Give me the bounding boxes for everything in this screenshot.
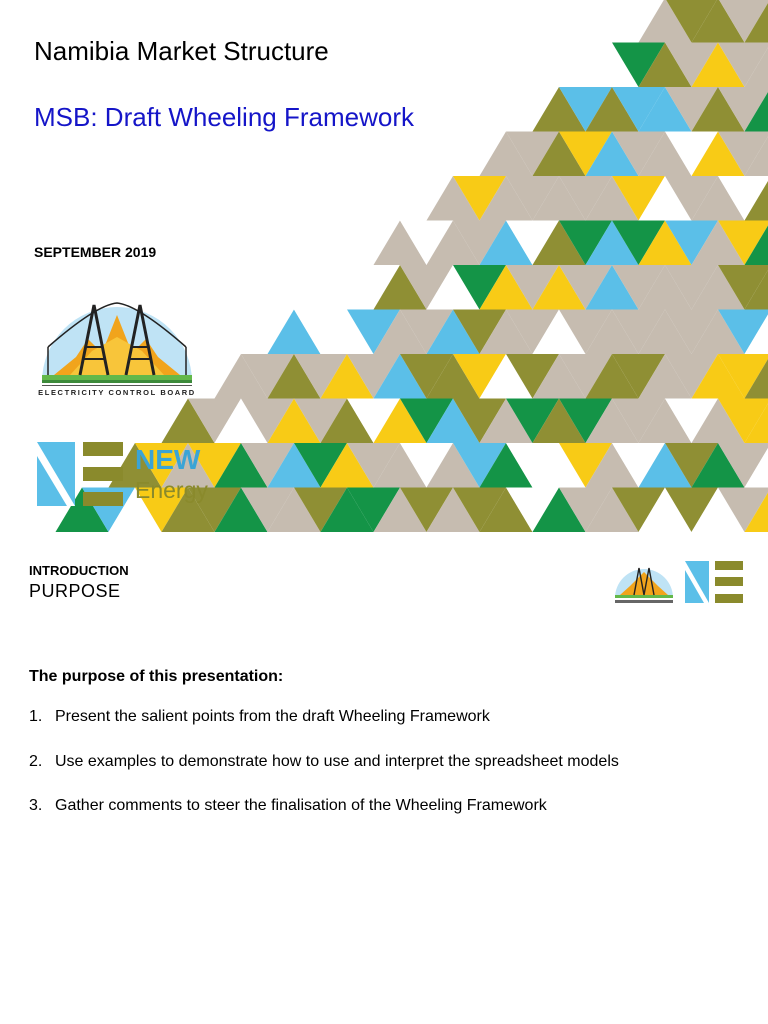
ecb-logo-icon xyxy=(36,287,198,401)
new-energy-mini-logo-icon xyxy=(685,561,743,603)
list-item-text: Present the salient points from the draft Wheeling Framework xyxy=(55,708,490,725)
list-item-number: 1. xyxy=(29,708,43,725)
list-item xyxy=(29,708,619,753)
new-energy-energy-text: Energy xyxy=(135,477,208,503)
presentation-date: SEPTEMBER 2019 xyxy=(34,244,157,260)
purpose-list xyxy=(29,708,619,842)
list-item-text: Use examples to demonstrate how to use and interpret the spreadsheet models xyxy=(55,752,619,770)
list-item-text: Gather comments to steer the finalisation of the Wheeling Framework xyxy=(55,797,547,814)
new-energy-new-text: NEW xyxy=(135,444,201,475)
ecb-mini-logo-icon xyxy=(612,562,676,606)
section-label: INTRODUCTION xyxy=(29,563,129,578)
list-item-number: 3. xyxy=(29,797,43,814)
list-item-number: 2. xyxy=(29,752,43,770)
purpose-slide xyxy=(0,538,768,1024)
slide-title: Namibia Market Structure xyxy=(34,36,329,66)
slide-subtitle: MSB: Draft Wheeling Framework xyxy=(34,102,414,132)
ecb-logo-text: ELECTRICITY CONTROL BOARD xyxy=(38,388,196,397)
new-energy-logo-icon xyxy=(37,442,129,506)
list-item xyxy=(29,797,619,842)
list-item xyxy=(29,753,619,798)
section-heading: PURPOSE xyxy=(29,581,121,601)
purpose-lead: The purpose of this presentation: xyxy=(29,668,284,685)
